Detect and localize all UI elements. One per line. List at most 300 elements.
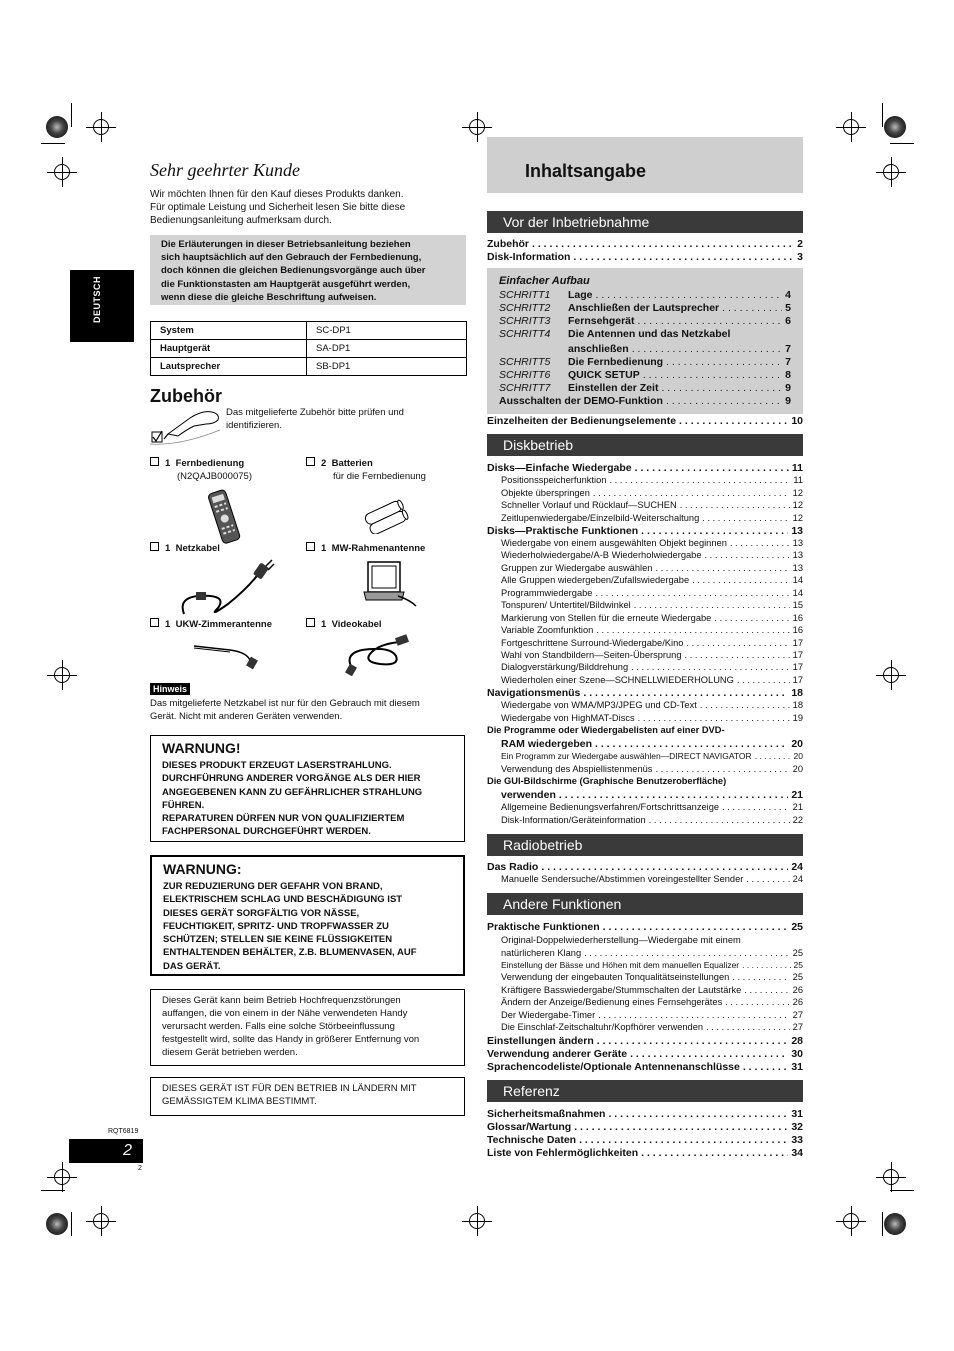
toc-page: 31 — [791, 1108, 803, 1120]
toc-label: Zeitlupenwiedergabe/Einzelbild-Weiterschaltung — [501, 513, 700, 523]
toc-header — [487, 137, 803, 193]
accessory-name: Netzkabel — [175, 543, 220, 554]
toc-entry-line[interactable]: Die Programme oder Wiedergabelisten auf einer DVD- — [487, 725, 725, 735]
toc-page: 19 — [792, 713, 803, 723]
greeting-line: Wir möchten Ihnen für den Kauf dieses Produkts danken. — [150, 189, 404, 200]
toc-label: Sprachencodeliste/Optionale Antennenanschlüsse — [487, 1061, 740, 1073]
toc-entry[interactable] — [487, 861, 803, 873]
toc-subentry[interactable] — [487, 662, 803, 672]
warning-line: ENTHALTENDEN BEHÄLTER, Z.B. BLUMENVASEN, AUF — [163, 947, 417, 959]
toc-label: Technische Daten — [487, 1134, 577, 1146]
toc-page: 15 — [792, 600, 803, 610]
toc-entry[interactable] — [487, 789, 803, 801]
accessory-item — [150, 542, 220, 555]
toc-page: 30 — [791, 1048, 803, 1060]
crosshair-icon — [836, 1206, 866, 1236]
toc-page: 10 — [791, 415, 803, 427]
note-line: festgestellt wird, sollte das Handy in größerer Entfernung von — [162, 1034, 420, 1045]
toc-page: 27 — [792, 1022, 803, 1032]
toc-label: Schneller Vorlauf und Rücklauf—SUCHEN — [501, 500, 677, 510]
step-label: SCHRITT5 — [499, 356, 551, 368]
toc-label: Wiederholwiedergabe/A-B Wiederholwiedergabe — [501, 550, 702, 560]
toc-page: 21 — [791, 789, 803, 801]
accessory-qty: 1 — [321, 543, 327, 554]
note-line: Gerät. Nicht mit anderen Geräten verwenden. — [150, 711, 343, 722]
language-tab-label: DEUTSCH — [92, 276, 102, 324]
toc-page: 9 — [785, 395, 791, 407]
crop-mark — [882, 1212, 883, 1236]
step-label: SCHRITT3 — [499, 315, 551, 327]
document-code: RQT6819 — [108, 1128, 139, 1135]
accessories-note — [226, 406, 466, 432]
toc-page: 2 — [797, 238, 803, 250]
toc-entry[interactable] — [487, 687, 803, 699]
accessory-item — [150, 618, 272, 631]
step-title: Einstellen der Zeit — [568, 382, 659, 394]
toc-page: 7 — [785, 356, 791, 368]
climate-note — [150, 1077, 465, 1116]
toc-subentry[interactable] — [487, 650, 803, 660]
toc-subentry[interactable] — [487, 1010, 803, 1020]
toc-label: Objekte überspringen — [501, 488, 590, 498]
toc-subentry[interactable] — [487, 575, 803, 585]
crop-mark — [890, 143, 914, 144]
quick-step-demo[interactable] — [499, 395, 791, 407]
toc-label: Alle Gruppen wiedergeben/Zufallswiedergabe — [501, 575, 690, 585]
toc-subentry[interactable] — [487, 538, 803, 548]
table-cell: SB-DP1 — [307, 358, 467, 376]
toc-label: RAM wiedergeben — [501, 738, 593, 750]
toc-label: Disk-Information — [487, 251, 571, 263]
crop-mark — [41, 143, 65, 144]
toc-label: Gruppen zur Wiedergabe auswählen — [501, 563, 653, 573]
step-label: SCHRITT4 — [499, 328, 551, 340]
accessory-qty: 1 — [165, 458, 171, 469]
section-header: Radiobetrieb — [487, 834, 803, 856]
toc-label: Disks—Einfache Wiedergabe — [487, 462, 632, 474]
toc-subentry[interactable] — [487, 751, 803, 761]
toc-page: 34 — [791, 1147, 803, 1159]
quick-step[interactable] — [499, 382, 791, 394]
toc-page: 16 — [792, 613, 803, 623]
am-loop-antenna-icon — [358, 556, 420, 608]
table-cell: Hauptgerät — [151, 340, 307, 358]
remote-note-line: wenn diese die gleiche Beschriftung aufweisen. — [161, 291, 377, 303]
toc-entry[interactable] — [487, 738, 803, 750]
toc-entry[interactable] — [487, 1108, 803, 1120]
toc-page: 25 — [791, 921, 803, 933]
toc-page: 31 — [791, 1061, 803, 1073]
step-title: Die Antennen und das Netzkabel — [568, 328, 731, 340]
toc-label: Wiedergabe von HighMAT-Discs — [501, 713, 635, 723]
toc-label: Fortgeschrittene Surround-Wiedergabe/Kino — [501, 638, 684, 648]
step-title: Ausschalten der DEMO-Funktion — [499, 395, 663, 407]
table-cell: Lautsprecher — [151, 358, 307, 376]
toc-page: 12 — [792, 500, 803, 510]
toc-page: 25 — [792, 972, 803, 982]
toc-subentry[interactable] — [487, 588, 803, 598]
registration-disk-icon — [884, 116, 906, 138]
toc-page: 25 — [792, 948, 803, 958]
remote-note-box — [150, 235, 466, 305]
accessory-name: UKW-Zimmerantenne — [175, 619, 272, 630]
accessory-qty: 2 — [321, 458, 327, 469]
toc-page: 18 — [791, 687, 803, 699]
toc-entry[interactable] — [487, 415, 803, 427]
toc-label: Die Einschlaf-Zeitschaltuhr/Kopfhörer verwenden — [501, 1022, 704, 1032]
toc-label: Disk-Information/Geräteinformation — [501, 815, 646, 825]
language-tab — [70, 270, 134, 342]
toc-page: 11 — [793, 475, 803, 485]
checkbox-icon[interactable] — [150, 457, 159, 466]
toc-page: 7 — [785, 343, 791, 355]
toc-entry[interactable] — [487, 1134, 803, 1146]
system-table — [150, 321, 467, 376]
toc-page: 21 — [792, 802, 803, 812]
accessory-item — [306, 618, 382, 631]
crosshair-icon — [47, 660, 77, 690]
accessories-title: Zubehör — [150, 386, 222, 406]
step-title: Die Fernbedienung — [568, 356, 664, 368]
toc-label: Verwendung des Abspiellistenmenüs — [501, 764, 653, 774]
step-label: SCHRITT1 — [499, 289, 551, 301]
toc-label: Glossar/Wartung — [487, 1121, 572, 1133]
checkbox-icon[interactable] — [306, 542, 315, 551]
table-row — [151, 322, 467, 340]
greeting-title: Sehr geehrter Kunde — [150, 160, 300, 180]
toc-label: natürlicheren Klang — [501, 948, 582, 958]
toc-label: Zubehör — [487, 238, 529, 250]
step-title: anschließen — [568, 343, 629, 355]
warning-line: ZUR REDUZIERUNG DER GEFAHR VON BRAND, — [163, 881, 383, 892]
toc-page: 14 — [792, 588, 803, 598]
toc-label: Verwendung der eingebauten Tonqualitätseinstellungen — [501, 972, 730, 982]
section-header: Referenz — [487, 1080, 803, 1102]
toc-label: verwenden — [501, 789, 556, 801]
crop-mark — [890, 1190, 914, 1191]
warning-line: REPARATUREN DÜRFEN NUR VON QUALIFIZIERTEM — [162, 813, 405, 825]
moisture-warning-box — [150, 855, 465, 976]
toc-label: Einstellung der Bässe und Höhen mit dem manuellen Equalizer — [501, 960, 740, 970]
toc-label: Praktische Funktionen — [487, 921, 600, 933]
toc-subentry[interactable] — [487, 500, 803, 510]
note-line: verursacht werden. Falls eine solche Störbeeinflussung — [162, 1021, 395, 1032]
toc-page: 25 — [793, 960, 803, 970]
toc-page: 17 — [792, 638, 803, 648]
toc-page: 16 — [792, 625, 803, 635]
toc-subentry[interactable] — [487, 874, 803, 884]
toc-page: 18 — [792, 700, 803, 710]
table-row — [151, 340, 467, 358]
remote-control-icon — [203, 488, 249, 544]
quick-step[interactable] — [499, 315, 791, 327]
warning-title: WARNUNG! — [162, 740, 241, 756]
toc-label: Ändern der Anzeige/Bedienung eines Fernsehgerätes — [501, 997, 723, 1007]
toc-subentry[interactable] — [487, 638, 803, 648]
toc-page: 4 — [785, 289, 791, 301]
toc-label: Liste von Fehlermöglichkeiten — [487, 1147, 639, 1159]
checkbox-icon[interactable] — [306, 618, 315, 627]
toc-entry[interactable] — [487, 921, 803, 933]
accessory-name: Videokabel — [331, 619, 382, 630]
toc-page: 8 — [785, 369, 791, 381]
crosshair-icon — [462, 1206, 492, 1236]
step-label: SCHRITT2 — [499, 302, 551, 314]
crosshair-icon — [876, 660, 906, 690]
toc-label: Navigationsmenüs — [487, 687, 581, 699]
toc-subentry[interactable] — [487, 960, 803, 970]
step-title: Fernsehgerät — [568, 315, 635, 327]
warning-line: SCHÜTZEN; STELLEN SIE KEINE FLÜSSIGKEITEN — [163, 934, 393, 946]
power-cord-icon — [178, 558, 278, 620]
toc-page: 33 — [791, 1134, 803, 1146]
toc-page: 17 — [792, 650, 803, 660]
toc-subentry[interactable] — [487, 1022, 803, 1032]
checkbox-icon[interactable] — [150, 542, 159, 551]
toc-subentry[interactable] — [487, 713, 803, 723]
toc-entry[interactable] — [487, 1048, 803, 1060]
fm-antenna-icon — [190, 634, 266, 672]
table-cell: System — [151, 322, 307, 340]
quick-step[interactable] — [499, 289, 791, 301]
checkbox-icon[interactable] — [306, 457, 315, 466]
note-line: auffangen, die von einem in der Nähe verwendeten Handy — [162, 1008, 408, 1019]
toc-label: Sicherheitsmaßnahmen — [487, 1108, 606, 1120]
toc-label: Verwendung anderer Geräte — [487, 1048, 628, 1060]
step-label: SCHRITT6 — [499, 369, 551, 381]
checklist-hand-icon — [150, 404, 222, 446]
batteries-icon — [360, 498, 414, 534]
warning-line: DURCHFÜHRUNG ANDERER VORGÄNGE ALS DER HIER — [162, 773, 421, 785]
toc-label: Variable Zoomfunktion — [501, 625, 594, 635]
toc-subentry[interactable] — [487, 613, 803, 623]
toc-subentry[interactable] — [487, 815, 803, 825]
accessory-qty: 1 — [165, 543, 171, 554]
toc-entry[interactable] — [487, 1121, 803, 1133]
toc-entry[interactable] — [487, 462, 803, 474]
toc-page: 11 — [791, 462, 803, 474]
note-line: DIESES GERÄT IST FÜR DEN BETRIEB IN LÄNDERN MIT — [162, 1083, 417, 1094]
toc-entry[interactable] — [487, 238, 803, 250]
quick-step[interactable] — [499, 328, 791, 340]
greeting-text — [150, 188, 460, 227]
toc-page: 12 — [792, 488, 803, 498]
toc-label: Disks—Praktische Funktionen — [487, 525, 639, 537]
quick-setup-title: Einfacher Aufbau — [499, 275, 590, 287]
note-label: Hinweis — [150, 683, 190, 695]
toc-page: 17 — [792, 675, 803, 685]
warning-line: DIESES PRODUKT ERZEUGT LASERSTRAHLUNG. — [162, 760, 392, 771]
toc-entry[interactable] — [487, 525, 803, 537]
toc-subentry[interactable] — [487, 563, 803, 573]
quick-step[interactable] — [499, 343, 791, 355]
step-title: Anschließen der Lautsprecher — [568, 302, 720, 314]
toc-subentry[interactable] — [487, 513, 803, 523]
toc-page: 32 — [791, 1121, 803, 1133]
toc-title: Inhaltsangabe — [525, 161, 647, 181]
accessory-qty: 1 — [165, 619, 171, 630]
toc-entry-line[interactable]: Die GUI-Bildschirme (Graphische Benutzeroberfläche) — [487, 776, 727, 786]
toc-subentry[interactable] — [487, 625, 803, 635]
quick-step[interactable] — [499, 356, 791, 368]
toc-label: Kräftigere Basswiedergabe/Stummschalten der Lautstärke — [501, 985, 742, 995]
toc-subentry[interactable] — [487, 764, 803, 774]
toc-subentry[interactable] — [487, 600, 803, 610]
quick-step[interactable] — [499, 302, 791, 314]
toc-page: 13 — [792, 538, 803, 548]
accessory-item — [150, 457, 252, 483]
toc-label: Das Radio — [487, 861, 539, 873]
toc-label: Dialogverstärkung/Bilddrehung — [501, 662, 629, 672]
toc-label: Allgemeine Bedienungsverfahren/Fortschrittsanzeige — [501, 802, 720, 812]
toc-page: 20 — [791, 738, 803, 750]
toc-page: 5 — [785, 302, 791, 314]
warning-line: ELEKTRISCHEM SCHLAG UND BESCHÄDIGUNG IST — [163, 894, 403, 906]
warning-line: DAS GERÄT. — [163, 960, 221, 972]
toc-label: Ein Programm zur Wiedergabe auswählen—DIRECT NAVIGATOR — [501, 751, 752, 761]
accessories-note-line: identifizieren. — [226, 420, 282, 431]
greeting-line: Bedienungsanleitung aufmerksam durch. — [150, 215, 332, 226]
toc-label: Markierung von Stellen für die erneute Wiedergabe — [501, 613, 712, 623]
accessory-item — [306, 457, 426, 483]
toc-subentry[interactable] — [487, 675, 803, 685]
crosshair-icon — [47, 1162, 77, 1192]
warning-line: ANGEGEBENEN KANN ZU GEFÄHRLICHER STRAHLUNG — [162, 786, 423, 798]
toc-entry[interactable] — [487, 251, 803, 263]
toc-page: 20 — [793, 751, 803, 761]
toc-page: 22 — [792, 815, 803, 825]
warning-line: DIESES GERÄT SORGFÄLTIG VOR NÄSSE, — [163, 907, 360, 919]
toc-page: 28 — [791, 1035, 803, 1047]
table-row — [151, 358, 467, 376]
note-line: diesem Gerät betrieben werden. — [162, 1047, 298, 1058]
remote-note-line: Die Erläuterungen in dieser Betriebsanleitung beziehen — [161, 239, 411, 250]
toc-page: 14 — [792, 575, 803, 585]
crop-mark — [71, 103, 72, 127]
toc-subentry[interactable] — [487, 972, 803, 982]
registration-disk-icon — [46, 1213, 68, 1235]
crosshair-icon — [86, 1206, 116, 1236]
quick-step[interactable] — [499, 369, 791, 381]
toc-label: Der Wiedergabe-Timer — [501, 1010, 596, 1020]
toc-subentry[interactable] — [487, 550, 803, 560]
toc-label: Wahl von Standbildern—Seiten-Übersprung — [501, 650, 682, 660]
accessories-note-line: Das mitgelieferte Zubehör bitte prüfen und — [226, 407, 404, 418]
remote-note-line: die Funktionstasten am Hauptgerät ausgeführt werden, — [161, 278, 411, 290]
toc-page: 13 — [792, 550, 803, 560]
crop-mark — [41, 1190, 65, 1191]
remote-note-line: sich hauptsächlich auf den Gebrauch der Fernbedienung, — [161, 252, 422, 264]
registration-disk-icon — [884, 1213, 906, 1235]
toc-page: 26 — [792, 997, 803, 1007]
accessory-name: Batterien — [331, 458, 373, 469]
toc-page: 13 — [791, 525, 803, 537]
toc-subentry[interactable] — [487, 948, 803, 958]
toc-label: Wiederholen einer Szene—SCHNELLWIEDERHOLUNG — [501, 675, 734, 685]
note-line: Das mitgelieferte Netzkabel ist nur für den Gebrauch mit diesem — [150, 698, 420, 709]
toc-label: Wiedergabe von einem ausgewählten Objekt beginnen — [501, 538, 727, 548]
registration-disk-icon — [46, 116, 68, 138]
warning-line: FEUCHTIGKEIT, SPRITZ- UND TROPFWASSER ZU — [163, 920, 389, 932]
mobile-phone-note — [150, 989, 465, 1066]
crosshair-icon — [86, 112, 116, 142]
toc-subentry[interactable] — [487, 985, 803, 995]
toc-page: 3 — [797, 251, 803, 263]
toc-subentry[interactable] — [487, 700, 803, 710]
toc-page: 26 — [792, 985, 803, 995]
toc-entry[interactable] — [487, 1061, 803, 1073]
checkbox-icon[interactable] — [150, 618, 159, 627]
toc-subentry-line[interactable]: Original-Doppelwiederherstellung—Wiedergabe mit einem — [501, 935, 741, 945]
toc-entry[interactable] — [487, 1035, 803, 1047]
toc-label: Wiedergabe von WMA/MP3/JPEG und CD-Text — [501, 700, 697, 710]
table-cell: SA-DP1 — [307, 340, 467, 358]
toc-page: 13 — [792, 563, 803, 573]
toc-subentry[interactable] — [487, 802, 803, 812]
step-label: SCHRITT7 — [499, 382, 551, 394]
accessory-name: MW-Rahmenantenne — [331, 543, 426, 554]
laser-warning-box — [150, 735, 465, 842]
toc-subentry[interactable] — [487, 475, 803, 485]
accessory-sub: für die Fernbedienung — [333, 471, 426, 482]
greeting-line: Für optimale Leistung und Sicherheit lesen Sie bitte diese — [150, 202, 406, 213]
section-header: Andere Funktionen — [487, 893, 803, 915]
toc-entry[interactable] — [487, 1147, 803, 1159]
section-header: Vor der Inbetriebnahme — [487, 211, 803, 233]
toc-page: 20 — [792, 764, 803, 774]
crosshair-icon — [836, 112, 866, 142]
step-title: Lage — [568, 289, 593, 301]
accessory-name: Fernbedienung — [175, 458, 245, 469]
toc-page: 24 — [792, 874, 803, 884]
toc-label: Programmwiedergabe — [501, 588, 593, 598]
crosshair-icon — [876, 157, 906, 187]
crosshair-icon — [47, 157, 77, 187]
accessory-item — [306, 542, 425, 555]
toc-page: 12 — [792, 513, 803, 523]
crop-mark — [882, 103, 883, 127]
step-title: QUICK SETUP — [568, 369, 640, 381]
table-cell: SC-DP1 — [307, 322, 467, 340]
toc-subentry[interactable] — [487, 488, 803, 498]
note-text — [150, 697, 465, 723]
warning-line: FÜHREN. — [162, 799, 205, 811]
toc-label: Tonspuren/ Untertitel/Bildwinkel — [501, 600, 631, 610]
toc-page: 27 — [792, 1010, 803, 1020]
note-line: GEMÄSSIGTEM KLIMA BESTIMMT. — [162, 1096, 317, 1107]
toc-label: Manuelle Sendersuche/Abstimmen voreingestellter Sender — [501, 874, 744, 884]
toc-page: 9 — [785, 382, 791, 394]
crop-mark — [71, 1212, 72, 1236]
toc-page: 24 — [791, 861, 803, 873]
note-line: Dieses Gerät kann beim Betrieb Hochfrequenzstörungen — [162, 995, 401, 1006]
accessory-qty: 1 — [321, 619, 327, 630]
section-header: Diskbetrieb — [487, 434, 803, 456]
page-number: 2 — [69, 1139, 143, 1163]
crosshair-icon — [876, 1162, 906, 1192]
accessory-sub: (N2QAJB000075) — [177, 471, 252, 482]
page-number-small: 2 — [138, 1165, 142, 1172]
toc-page: 6 — [785, 315, 791, 327]
toc-label: Positionsspeicherfunktion — [501, 475, 607, 485]
toc-label: Einstellungen ändern — [487, 1035, 594, 1047]
video-cable-icon — [340, 634, 414, 676]
toc-label: Einzelheiten der Bedienungselemente — [487, 415, 677, 427]
toc-page: 17 — [792, 662, 803, 672]
toc-subentry[interactable] — [487, 997, 803, 1007]
remote-note-line: doch können die gleichen Bedienungsvorgänge auch über — [161, 265, 426, 277]
warning-line: FACHPERSONAL DURCHGEFÜHRT WERDEN. — [162, 826, 371, 838]
